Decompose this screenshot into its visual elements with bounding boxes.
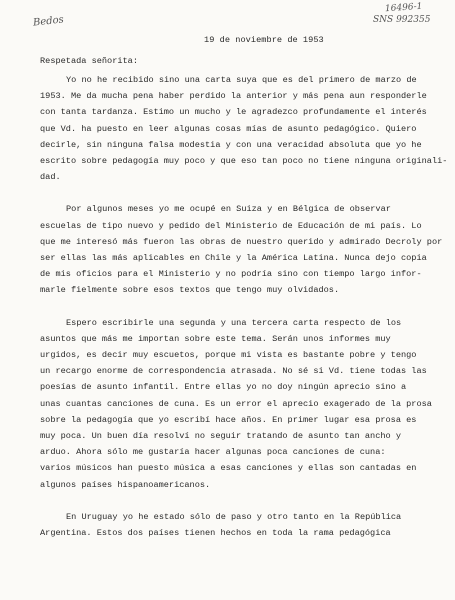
letter-salutation: Respetada señorita: bbox=[40, 56, 138, 66]
text-line: Espero escribirle una segunda y una tercera carta respecto de los bbox=[66, 317, 402, 328]
handwritten-note-reference: SNS 992355 bbox=[373, 15, 431, 25]
letter-body bbox=[40, 72, 448, 541]
text-line: poesías de asunto infantil. Entre ellas yo no doy ningún aprecio sino a bbox=[40, 382, 407, 393]
text-line: sobre la pedagogía que yo escribí hace años. En primer lugar esa prosa es bbox=[40, 414, 417, 425]
text-line: escuelas de tipo nuevo y pedido del Ministerio de Educación de mi país. Lo bbox=[40, 220, 422, 231]
text-line: algunos países hispanoamericanos. bbox=[40, 479, 211, 490]
text-line: unas cuantas canciones de cuna. Es un error el aprecio exagerado de la prosa bbox=[40, 398, 432, 409]
text-line: que Vd. ha puesto en leer algunas cosas mías de asunto pedagógico. Quiero bbox=[40, 123, 417, 134]
text-line: Argentina. Estos dos países tienen hechos en toda la rama pedagógica bbox=[40, 528, 391, 539]
text-line: de mis oficios para el Ministerio y no podría sino con tiempo largo infor- bbox=[40, 269, 422, 280]
paragraph-3 bbox=[40, 315, 432, 493]
text-line: que me interesó más fueron las obras de nuestro querido y admirado Decroly por bbox=[40, 236, 443, 247]
text-line: un recargo enorme de correspondencia atrasada. No sé si Vd. tiene todas las bbox=[40, 366, 427, 377]
text-line: dad. bbox=[40, 172, 61, 183]
paragraph-4 bbox=[40, 509, 412, 541]
paragraph-2 bbox=[40, 201, 443, 298]
text-line: marle fielmente sobre esos textos que tengo muy olvidados. bbox=[40, 285, 340, 296]
handwritten-note-catalog-number: 16496-1 bbox=[384, 1, 423, 15]
text-line: varios músicos han puesto música a esas canciones y ellas son cantadas en bbox=[40, 463, 417, 474]
paragraph-1 bbox=[40, 72, 448, 185]
letter-date: 19 de noviembre de 1953 bbox=[204, 35, 324, 45]
text-line: asuntos que más me importan sobre este tema. Serán unos informes muy bbox=[40, 333, 391, 344]
text-line: Yo no he recibido sino una carta suya que es del primero de marzo de bbox=[66, 75, 417, 85]
handwritten-note-top-left: Bedos bbox=[32, 14, 65, 29]
text-line: En Uruguay yo he estado sólo de paso y otro tanto en la República bbox=[66, 511, 402, 522]
text-line: Por algunos meses yo me ocupé en Suiza y en Bélgica de observar bbox=[66, 204, 391, 215]
text-line: ser ellas las más aplicables en Chile y la América Latina. Nunca dejo copia bbox=[40, 253, 427, 264]
text-line: arduo. Ahora sólo me gustaría hacer algunas poca canciones de cuna: bbox=[40, 447, 386, 458]
text-line: con tanta tardanza. Estimo un mucho y le agradezco profundamente el interés bbox=[40, 107, 427, 118]
text-line: urgidos, es decir muy escuetos, porque mi vista es bastante pobre y tengo bbox=[40, 350, 417, 361]
text-line: 1953. Me da mucha pena haber perdido la anterior y más pena aun responderle bbox=[40, 91, 427, 102]
text-line: muy poca. Un buen día resolví no seguir tratando de asunto tan ancho y bbox=[40, 431, 401, 442]
text-line: decirle, sin ninguna falsa modestia y con una veracidad absoluta que yo he bbox=[40, 139, 422, 150]
text-line: escrito sobre pedagogía muy poco y que eso tan poco no tiene ninguna originali- bbox=[40, 156, 448, 167]
